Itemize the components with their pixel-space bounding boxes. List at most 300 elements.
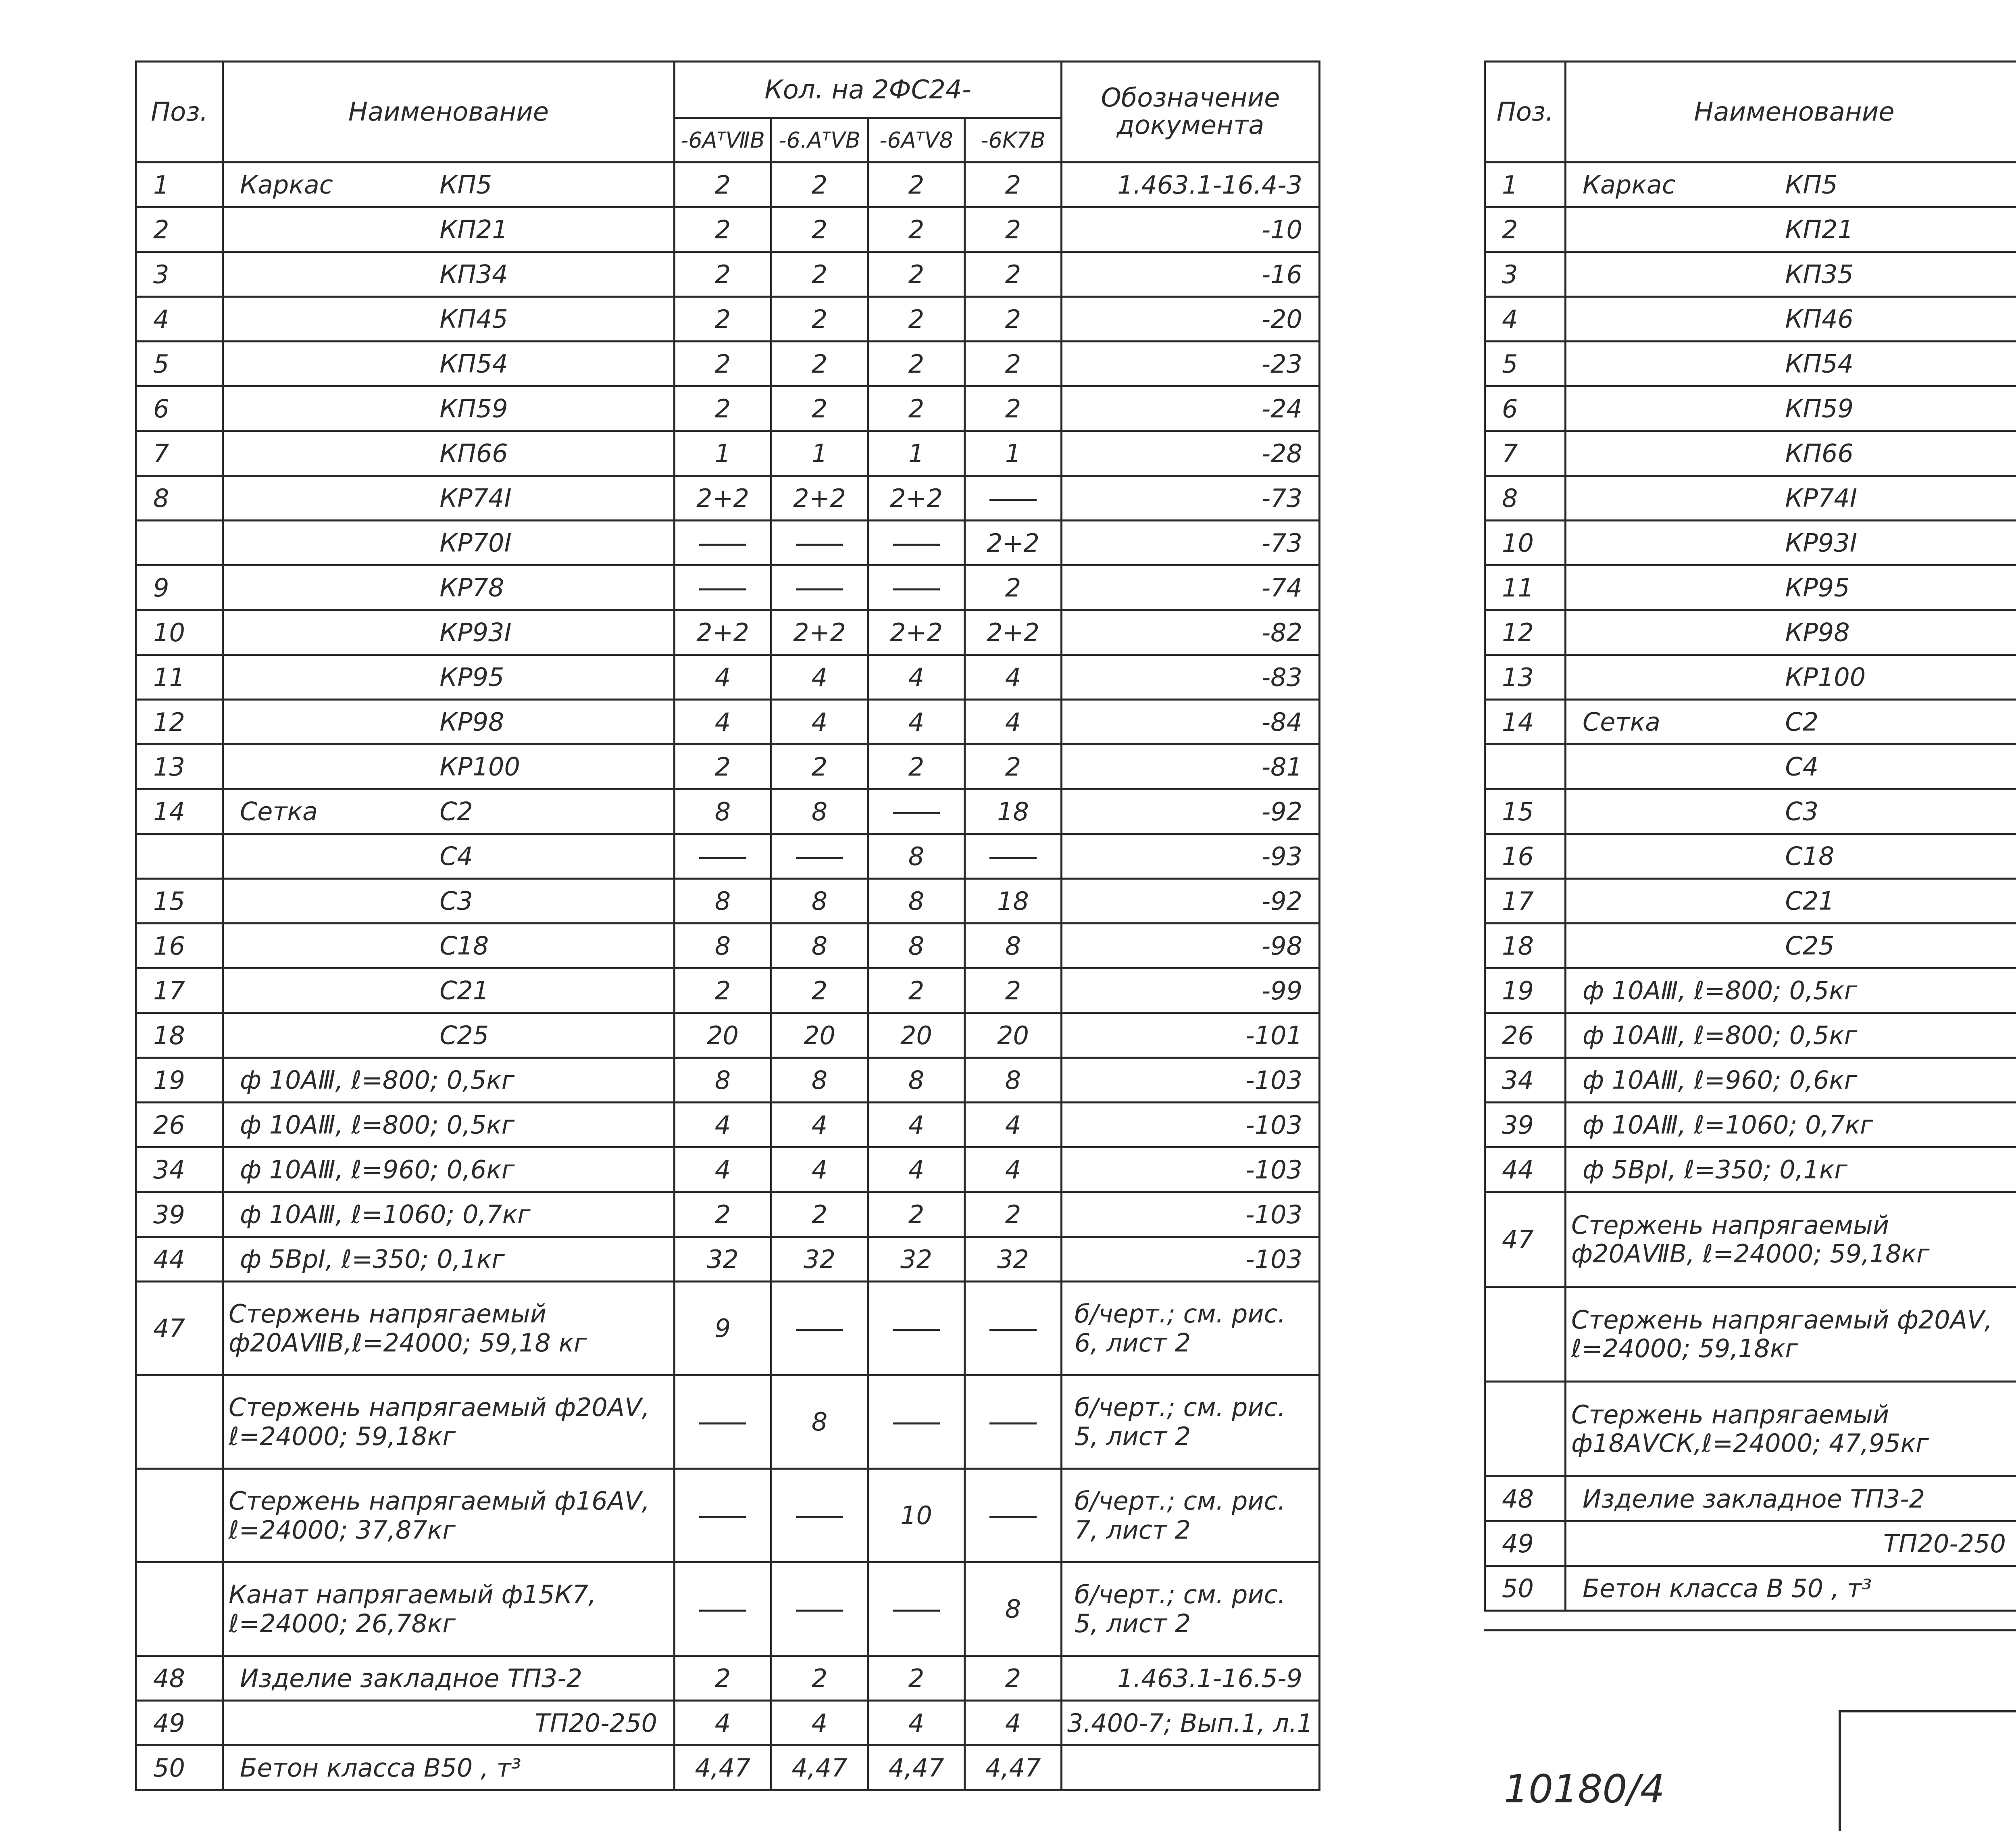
- row-qty: 32: [771, 1237, 868, 1282]
- header-qty: Кол. на 2ФС24-: [675, 62, 1062, 118]
- row-name-mark: КР70Ⅰ: [439, 528, 512, 558]
- row-qty: 2: [675, 968, 771, 1013]
- row-pos: 48: [1485, 1476, 1566, 1521]
- empty-qty-dash: [699, 1422, 746, 1424]
- row-name: [1566, 879, 2016, 924]
- row-qty: 2+2: [771, 476, 868, 521]
- row-name-mark: С2: [1785, 707, 1818, 737]
- row-name: [223, 610, 675, 655]
- row-qty: 2: [771, 968, 868, 1013]
- row-doc: -73: [1062, 521, 1320, 565]
- row-name-mark: С18: [1785, 842, 1834, 871]
- empty-qty-dash: [699, 1610, 746, 1612]
- empty-qty-dash: [893, 588, 939, 590]
- row-qty: 4,47: [675, 1745, 771, 1790]
- row-name: [223, 1103, 675, 1147]
- row-qty: [675, 1469, 771, 1562]
- empty-qty-dash: [796, 1329, 843, 1331]
- table-row: [136, 1469, 1320, 1562]
- row-name: [223, 476, 675, 521]
- row-pos: 7: [1485, 431, 1566, 476]
- row-qty: 2: [675, 1192, 771, 1237]
- row-doc: 1.463.1-16.5-9: [1062, 1656, 1320, 1701]
- row-qty: 8: [675, 789, 771, 834]
- row-qty: 2: [868, 252, 965, 297]
- row-qty: [965, 1282, 1062, 1375]
- row-name-mark: С21: [1785, 886, 1834, 916]
- row-pos: 39: [136, 1192, 223, 1237]
- row-qty: [868, 565, 965, 610]
- row-qty: 2: [771, 1192, 868, 1237]
- row-qty: [675, 521, 771, 565]
- row-pos: 48: [136, 1656, 223, 1701]
- row-name-mark: КП21: [1785, 215, 1854, 244]
- row-qty: 2: [675, 386, 771, 431]
- row-qty: 4: [675, 1103, 771, 1147]
- table-row: [136, 342, 1320, 386]
- row-doc: -82: [1062, 610, 1320, 655]
- row-qty: 20: [675, 1013, 771, 1058]
- row-name-mark: С4: [439, 842, 473, 871]
- row-pos: [1485, 744, 1566, 789]
- row-qty: 4: [675, 700, 771, 744]
- row-pos: 39: [1485, 1103, 1566, 1147]
- row-qty: 4: [868, 655, 965, 700]
- table-row: [136, 252, 1320, 297]
- row-qty: 4: [868, 1701, 965, 1745]
- row-name: [1566, 700, 2016, 744]
- row-name: [1566, 1103, 2016, 1147]
- row-qty: 2: [675, 1656, 771, 1701]
- row-pos: 19: [136, 1058, 223, 1103]
- row-pos: 4: [136, 297, 223, 342]
- row-qty: 8: [771, 1375, 868, 1469]
- row-pos: 2: [136, 207, 223, 252]
- empty-qty-dash: [989, 499, 1036, 501]
- table-row: [1485, 163, 2016, 207]
- row-qty: 2: [771, 1656, 868, 1701]
- table-row: [1485, 1192, 2016, 1287]
- row-pos: 19: [1485, 968, 1566, 1013]
- row-name: [223, 968, 675, 1013]
- row-name-mark: КР100: [439, 752, 520, 782]
- row-qty: 2: [771, 744, 868, 789]
- row-doc: б/черт.; см. рис. 5, лист 2: [1062, 1562, 1320, 1656]
- row-qty: [771, 1562, 868, 1656]
- row-name-mark: КР95: [1785, 573, 1849, 603]
- row-name: Стержень напрягаемый ф16АⅤ, ℓ=24000; 37,87кг: [223, 1469, 675, 1562]
- header-pos: Поз.: [136, 62, 223, 163]
- row-doc: -24: [1062, 386, 1320, 431]
- row-name: Канат напрягаемый ф15К7, ℓ=24000; 26,78кг: [223, 1562, 675, 1656]
- row-qty: 8: [771, 1058, 868, 1103]
- row-name-mark: КП54: [439, 349, 508, 379]
- row-qty: 8: [771, 789, 868, 834]
- row-pos: [136, 521, 223, 565]
- row-qty: [868, 1375, 965, 1469]
- table-row: [136, 968, 1320, 1013]
- empty-qty-dash: [699, 857, 746, 859]
- row-pos: 17: [1485, 879, 1566, 924]
- row-name-mark: КП5: [439, 170, 492, 200]
- row-pos: 9: [136, 565, 223, 610]
- row-qty: 2: [771, 207, 868, 252]
- row-qty: 2: [965, 252, 1062, 297]
- row-qty: 4: [771, 700, 868, 744]
- row-name: [1566, 521, 2016, 565]
- row-qty: 8: [868, 924, 965, 968]
- row-doc: -103: [1062, 1147, 1320, 1192]
- empty-qty-dash: [893, 812, 939, 814]
- row-qty: 8: [868, 879, 965, 924]
- row-qty: 8: [965, 1562, 1062, 1656]
- table-row: [1485, 565, 2016, 610]
- table-row: [136, 476, 1320, 521]
- row-name: [223, 1147, 675, 1192]
- row-pos: 47: [136, 1282, 223, 1375]
- row-pos: 3: [1485, 252, 1566, 297]
- row-qty: 8: [771, 924, 868, 968]
- row-qty: 8: [868, 834, 965, 879]
- row-name: [1566, 565, 2016, 610]
- row-qty: 4: [965, 1701, 1062, 1745]
- row-pos: 49: [136, 1701, 223, 1745]
- row-qty: 2+2: [771, 610, 868, 655]
- row-name: [1566, 1013, 2016, 1058]
- table-row: [1485, 1382, 2016, 1476]
- row-pos: 50: [1485, 1566, 1566, 1611]
- row-pos: 16: [1485, 834, 1566, 879]
- row-name-group: ф 10АⅢ, ℓ=960; 0,6кг: [240, 1155, 514, 1185]
- table-row: [136, 610, 1320, 655]
- table-row: [1485, 207, 2016, 252]
- row-pos: 17: [136, 968, 223, 1013]
- row-name: [223, 789, 675, 834]
- table-row: [136, 1147, 1320, 1192]
- empty-qty-dash: [893, 1610, 939, 1612]
- row-qty: 8: [675, 879, 771, 924]
- row-pos: 16: [136, 924, 223, 968]
- row-qty: 32: [965, 1237, 1062, 1282]
- row-qty: 20: [771, 1013, 868, 1058]
- row-pos: 26: [1485, 1013, 1566, 1058]
- empty-qty-dash: [989, 857, 1036, 859]
- row-name: [223, 700, 675, 744]
- variant-header: -6K7B: [965, 118, 1062, 163]
- table-row: [1485, 1476, 2016, 1521]
- row-qty: 8: [965, 1058, 1062, 1103]
- row-pos: 34: [136, 1147, 223, 1192]
- row-pos: 12: [136, 700, 223, 744]
- row-doc: -10: [1062, 207, 1320, 252]
- row-qty: [868, 789, 965, 834]
- row-pos: 18: [1485, 924, 1566, 968]
- row-pos: [1485, 1382, 1566, 1476]
- row-name-mark: КР95: [439, 663, 504, 692]
- row-pos: 4: [1485, 297, 1566, 342]
- table-row: [1485, 655, 2016, 700]
- row-qty: 2: [965, 1656, 1062, 1701]
- row-doc: б/черт.; см. рис. 7, лист 2: [1062, 1469, 1320, 1562]
- row-qty: [771, 565, 868, 610]
- row-name-mark: С3: [439, 886, 473, 916]
- row-qty: [868, 1562, 965, 1656]
- table-row: [136, 924, 1320, 968]
- row-name: Бетон класса В 50 , т³: [1566, 1566, 2016, 1611]
- row-qty: 2+2: [675, 610, 771, 655]
- row-name-mark: КП66: [1785, 439, 1854, 468]
- variant-header: -6AᵀⅦB: [675, 118, 771, 163]
- table-row: [1485, 476, 2016, 521]
- row-name-group: Сетка: [240, 797, 318, 826]
- row-qty: 2: [868, 1192, 965, 1237]
- table-row: [1485, 924, 2016, 968]
- table-row: [136, 834, 1320, 879]
- row-qty: 20: [868, 1013, 965, 1058]
- row-pos: [136, 1469, 223, 1562]
- row-qty: 2: [675, 342, 771, 386]
- row-name: ТП20-250: [1566, 1521, 2016, 1566]
- table-row: [1485, 252, 2016, 297]
- empty-qty-dash: [699, 544, 746, 546]
- row-pos: 5: [1485, 342, 1566, 386]
- row-doc: -81: [1062, 744, 1320, 789]
- row-pos: 13: [136, 744, 223, 789]
- row-name: [1566, 968, 2016, 1013]
- row-qty: [675, 834, 771, 879]
- table-row: [136, 700, 1320, 744]
- row-qty: 2: [868, 163, 965, 207]
- row-qty: 2: [771, 342, 868, 386]
- row-name: Стержень напрягаемый ф20АⅤ, ℓ=24000; 59,18кг: [1566, 1287, 2016, 1382]
- row-name-mark: КП54: [1785, 349, 1854, 379]
- row-qty: 4: [675, 655, 771, 700]
- row-name: [223, 744, 675, 789]
- row-doc: -92: [1062, 789, 1320, 834]
- row-name-mark: С18: [439, 931, 489, 961]
- row-qty: 4: [965, 700, 1062, 744]
- archive-number: 10180/4: [1504, 1766, 1665, 1812]
- row-name: [1566, 252, 2016, 297]
- table-row: [1485, 342, 2016, 386]
- row-qty: 4: [965, 1147, 1062, 1192]
- table-row: [136, 1013, 1320, 1058]
- row-qty: 4,47: [771, 1745, 868, 1790]
- row-qty: 10: [868, 1469, 965, 1562]
- row-doc: -103: [1062, 1058, 1320, 1103]
- table-row: [1485, 610, 2016, 655]
- table-row: [136, 297, 1320, 342]
- empty-qty-dash: [989, 1422, 1036, 1424]
- row-doc: -83: [1062, 655, 1320, 700]
- row-name-group: ф 10АⅢ, ℓ=1060; 0,7кг: [1583, 1110, 1873, 1140]
- row-pos: 1: [1485, 163, 1566, 207]
- row-pos: 6: [1485, 386, 1566, 431]
- row-name-mark: КР74Ⅰ: [439, 484, 512, 513]
- row-qty: 2+2: [868, 610, 965, 655]
- row-name: [1566, 342, 2016, 386]
- row-qty: [868, 521, 965, 565]
- table-row: [1485, 386, 2016, 431]
- row-qty: 8: [675, 924, 771, 968]
- row-name: [223, 342, 675, 386]
- row-qty: 4: [965, 655, 1062, 700]
- row-qty: 2+2: [965, 610, 1062, 655]
- row-name: [223, 431, 675, 476]
- row-pos: 5: [136, 342, 223, 386]
- row-name-mark: С25: [439, 1021, 489, 1050]
- table-row: [136, 1282, 1320, 1375]
- row-name-group: ф 10АⅢ, ℓ=960; 0,6кг: [1583, 1066, 1857, 1095]
- empty-qty-dash: [796, 1610, 843, 1612]
- row-name-group: ф 10АⅢ, ℓ=1060; 0,7кг: [240, 1200, 531, 1229]
- row-name-mark: КР100: [1785, 663, 1866, 692]
- header-name: Наименование: [223, 62, 675, 163]
- variant-header: -6AᵀⅤ8: [868, 118, 965, 163]
- table-row: [1485, 521, 2016, 565]
- row-qty: 8: [965, 924, 1062, 968]
- table-row: [136, 565, 1320, 610]
- row-name-mark: КР98: [1785, 618, 1849, 647]
- row-qty: 2+2: [965, 521, 1062, 565]
- row-pos: [136, 1562, 223, 1656]
- table-row: [136, 1656, 1320, 1701]
- table-row: [136, 744, 1320, 789]
- row-doc: [1062, 1745, 1320, 1790]
- row-doc: -92: [1062, 879, 1320, 924]
- row-name: [223, 834, 675, 879]
- row-name-mark: КП59: [1785, 394, 1854, 423]
- header-pos: Поз.: [1485, 62, 1566, 163]
- row-name-group: Сетка: [1583, 707, 1660, 737]
- row-pos: [136, 1375, 223, 1469]
- row-name-group: Каркас: [1583, 170, 1676, 200]
- row-qty: 2: [965, 968, 1062, 1013]
- table-row: [136, 1745, 1320, 1790]
- row-qty: 4: [868, 700, 965, 744]
- row-name: [223, 252, 675, 297]
- empty-qty-dash: [989, 1329, 1036, 1331]
- table-row: [1485, 1103, 2016, 1147]
- row-name-group: Каркас: [240, 170, 333, 200]
- row-doc: -101: [1062, 1013, 1320, 1058]
- row-qty: 2: [675, 252, 771, 297]
- row-name-group: ф 10АⅢ, ℓ=800; 0,5кг: [240, 1066, 514, 1095]
- row-doc: б/черт.; см. рис. 6, лист 2: [1062, 1282, 1320, 1375]
- row-name: [1566, 744, 2016, 789]
- row-doc: -23: [1062, 342, 1320, 386]
- row-name-mark: КП46: [1785, 304, 1854, 334]
- row-pos: 10: [136, 610, 223, 655]
- row-name-mark: С4: [1785, 752, 1818, 782]
- table-row: [136, 1237, 1320, 1282]
- row-qty: [771, 1469, 868, 1562]
- row-qty: 2: [868, 744, 965, 789]
- row-name: [1566, 834, 2016, 879]
- row-pos: 3: [136, 252, 223, 297]
- row-name: [223, 565, 675, 610]
- row-name-mark: КП66: [439, 439, 508, 468]
- row-pos: 2: [1485, 207, 1566, 252]
- row-pos: 14: [136, 789, 223, 834]
- row-doc: -103: [1062, 1192, 1320, 1237]
- table-row: [1485, 834, 2016, 879]
- table-row: [1485, 297, 2016, 342]
- table-row: [136, 789, 1320, 834]
- empty-qty-dash: [893, 1422, 939, 1424]
- row-qty: 32: [675, 1237, 771, 1282]
- row-pos: [136, 834, 223, 879]
- row-name: Изделие закладное ТП3-2: [223, 1656, 675, 1701]
- row-doc: 1.463.1-16.4-3: [1062, 163, 1320, 207]
- row-name: [223, 297, 675, 342]
- title-block: [1839, 1710, 2016, 1831]
- row-name: [223, 163, 675, 207]
- table-row: [136, 1562, 1320, 1656]
- row-qty: 2: [965, 342, 1062, 386]
- row-name-mark: КП35: [1785, 260, 1854, 289]
- row-pos: 6: [136, 386, 223, 431]
- row-qty: 2: [771, 163, 868, 207]
- row-name-group: ф 5ВрⅠ, ℓ=350; 0,1кг: [1583, 1155, 1847, 1185]
- row-qty: 2: [868, 1656, 965, 1701]
- table-row: [136, 1192, 1320, 1237]
- row-pos: 10: [1485, 521, 1566, 565]
- row-pos: 1: [136, 163, 223, 207]
- row-pos: 44: [1485, 1147, 1566, 1192]
- row-name: [1566, 655, 2016, 700]
- row-qty: 4: [965, 1103, 1062, 1147]
- row-qty: 2: [965, 207, 1062, 252]
- row-name: [223, 879, 675, 924]
- row-qty: 8: [675, 1058, 771, 1103]
- empty-qty-dash: [796, 588, 843, 590]
- row-name-group: ф 5ВрⅠ, ℓ=350; 0,1кг: [240, 1245, 505, 1274]
- specification-table-right: [1484, 60, 2016, 1612]
- row-name-mark: КР78: [439, 573, 504, 603]
- row-name: [223, 521, 675, 565]
- row-name: [1566, 163, 2016, 207]
- row-name: [1566, 789, 2016, 834]
- row-name: Стержень напрягаемый ф20АⅦВ,ℓ=24000; 59,18 кг: [223, 1282, 675, 1375]
- row-pos: [1485, 1287, 1566, 1382]
- row-name: [1566, 1147, 2016, 1192]
- row-doc: -16: [1062, 252, 1320, 297]
- row-qty: 2: [965, 565, 1062, 610]
- row-qty: 2: [868, 207, 965, 252]
- row-name: [1566, 207, 2016, 252]
- empty-qty-dash: [699, 1516, 746, 1518]
- row-pos: 50: [136, 1745, 223, 1790]
- row-name-mark: КР74Ⅰ: [1785, 484, 1857, 513]
- row-name: [223, 1237, 675, 1282]
- row-qty: 2: [868, 297, 965, 342]
- table-row: [136, 386, 1320, 431]
- header-doc: Обозначение документа: [1062, 62, 1320, 163]
- row-name: Стержень напрягаемый ф18АⅤСК,ℓ=24000; 47,95кг: [1566, 1382, 2016, 1476]
- row-name: [1566, 1058, 2016, 1103]
- row-name: [223, 655, 675, 700]
- row-qty: 32: [868, 1237, 965, 1282]
- row-qty: 2: [965, 744, 1062, 789]
- row-qty: 4: [868, 1147, 965, 1192]
- row-qty: 2: [868, 342, 965, 386]
- row-name: [223, 386, 675, 431]
- table-row: [1485, 789, 2016, 834]
- row-qty: [771, 1282, 868, 1375]
- row-name: ТП20-250: [223, 1701, 675, 1745]
- row-qty: [675, 565, 771, 610]
